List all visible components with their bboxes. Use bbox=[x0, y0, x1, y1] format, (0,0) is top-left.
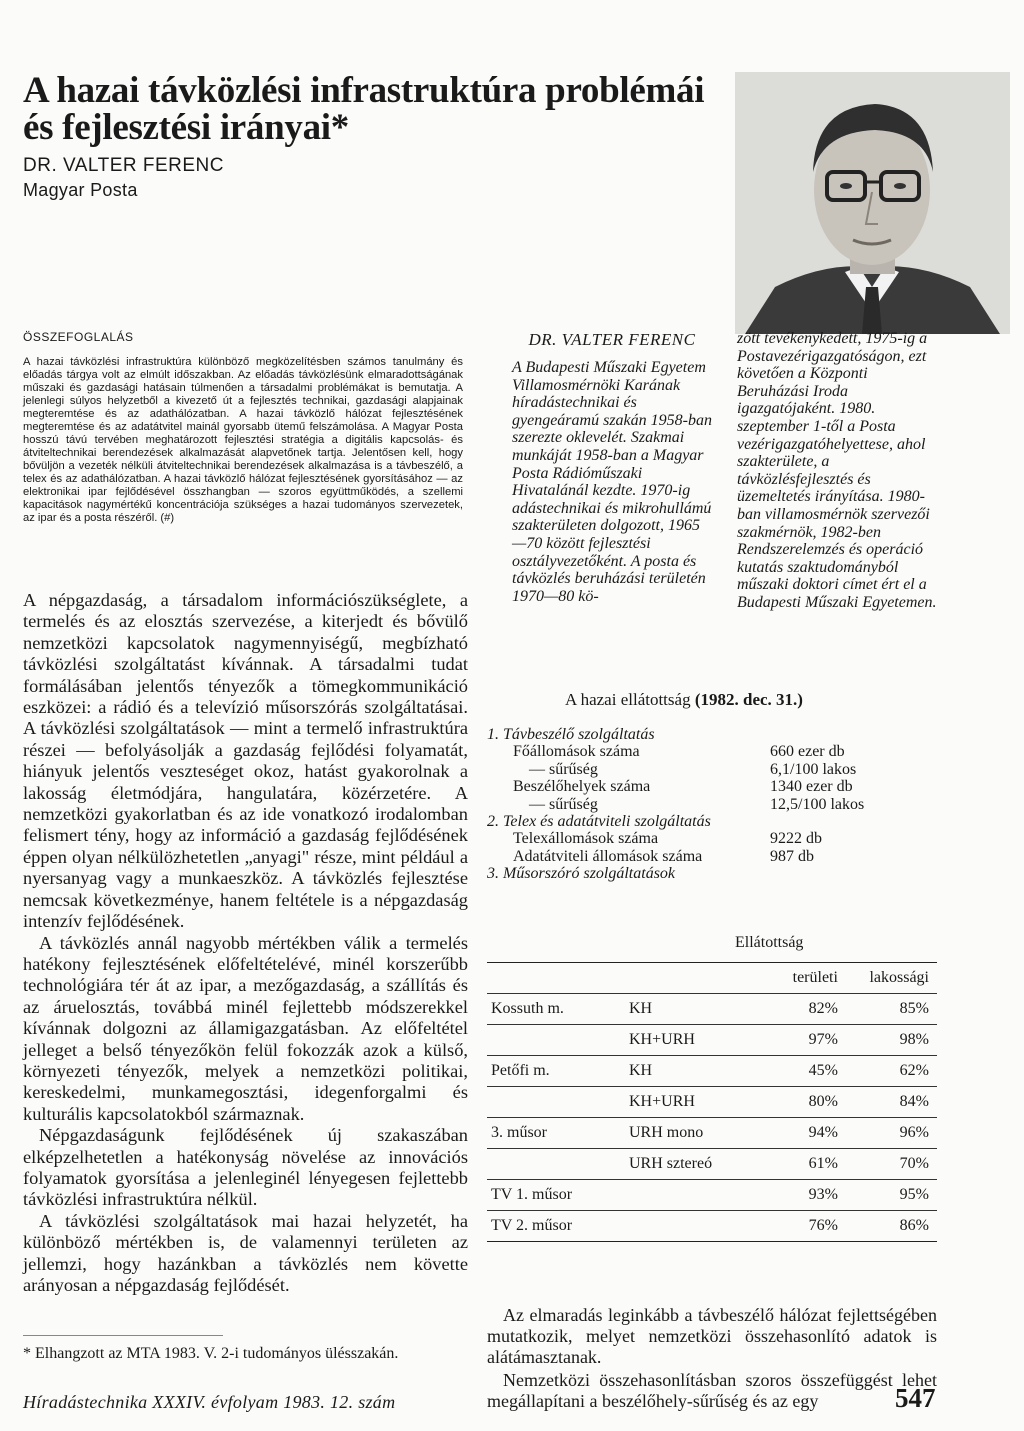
coverage-table bbox=[487, 962, 937, 1242]
table-row bbox=[487, 1149, 937, 1180]
coverage-band: KH+URH bbox=[625, 1025, 773, 1056]
supply-row bbox=[487, 796, 1007, 813]
coverage-station: Kossuth m. bbox=[487, 994, 625, 1025]
body-paragraph-2: A távközlés annál nagyobb mértékben válik a termelés hatékony fejlesztésének előfeltételévé, minél korszerűbb technológiára tér át az ipar, a mezőgazdaság, a szállítás és az áruelosztás, továbbá minél fejlettebb módszerekkel kívánnak dolgozni az államigazgatásban. Az előfeltétel jelleget a belső tényezőkön felül fokozzák azok a külső, környezeti tényezők, melyek a nemzetközi politikai, kereskedelmi, munkamegosztási, idegenforgalmi és kulturális kapcsolatokból származnak. bbox=[23, 932, 468, 1124]
coverage-station bbox=[487, 1087, 625, 1118]
supply-label: 3. Műsorszóró szolgáltatások bbox=[487, 865, 676, 883]
coverage-band bbox=[625, 1211, 773, 1242]
coverage-station bbox=[487, 1149, 625, 1180]
coverage-population: 70% bbox=[846, 1149, 937, 1180]
coverage-header-cell: területi bbox=[773, 963, 846, 994]
author-photo bbox=[735, 72, 1010, 334]
body-paragraph-1: A népgazdaság, a társadalom információszükséglete, a termelés és az elosztás szervezése, a kiterjedt és bővülő nemzetközi kapcsolatok nagymennyiségű, megbízható távközlési szolgáltatást kívánnak. A társadalmi tudat formálásában jelentős tényezők a tömegkommunikáció eszközei: a rádió és a televízió műsorszórás szolgáltatásai. A távközlési szolgáltatások — mint a termelő infrastruktúra részei — befolyásolják a gazdaság fejlődési folyamatát, hiányuk jelentős veszteséget okoz, hatást gyakorolnak a lakosság életmódjára, hangulatára, közérzetére. A nemzetközi gyakorlatban és az ide vonatkozó irodalomban felismert tény, hogy az információ a gazdaság fejlődésének éppen olyan nélkülözhetetlen „anyagi" része, mint például a nyersanyag vagy a munkaeszköz. A távközlés fejlesztése nemcsak következménye, hanem feltétele is a népgazdaság intenzív fejlődésének. bbox=[23, 590, 468, 932]
table-row bbox=[487, 1180, 937, 1211]
supply-title bbox=[565, 690, 803, 710]
table-row bbox=[487, 1056, 937, 1087]
supply-row bbox=[487, 865, 1007, 882]
supply-row bbox=[487, 743, 1007, 760]
coverage-population: 62% bbox=[846, 1056, 937, 1087]
coverage-population: 86% bbox=[846, 1211, 937, 1242]
supply-row bbox=[487, 761, 1007, 778]
supply-value: 6,1/100 lakos bbox=[770, 760, 857, 778]
supply-value: 660 ezer db bbox=[770, 743, 845, 761]
supply-label: 1. Távbeszélő szolgáltatás bbox=[487, 726, 655, 743]
coverage-band: KH+URH bbox=[625, 1087, 773, 1118]
coverage-header-cell bbox=[625, 963, 773, 994]
bio-column-2: zött tevékenykedett, 1975-ig a Postavezérigazgatóságon, ezt követően a Központi Beruházási Iroda igazgatójaként. 1980. szeptember 1-től a Posta vezérigazgatóhelyettese, ahol szakterülete, a távközlésfejlesztés és üzemeltetés irányítása. 1980-ban villamosmérnök szervezői szakmérnök, 1982-ben Rendszerelemzés és operáció kutatás szaktudományból műszaki doktori címet ért el a Budapesti Műszaki Egyetemen. bbox=[737, 330, 937, 611]
coverage-band: URH sztereó bbox=[625, 1149, 773, 1180]
supply-row bbox=[487, 848, 1007, 865]
coverage-header-cell bbox=[487, 963, 625, 994]
supply-row bbox=[487, 830, 1007, 847]
coverage-territorial: 93% bbox=[773, 1180, 846, 1211]
footnote: * Elhangzott az MTA 1983. V. 2-i tudományos ülésszakán. bbox=[23, 1345, 399, 1362]
article-title bbox=[23, 72, 723, 146]
bio-name: DR. VALTER FERENC bbox=[528, 330, 696, 349]
supply-value: 12,5/100 lakos bbox=[770, 795, 865, 813]
coverage-territorial: 45% bbox=[773, 1056, 846, 1087]
supply-label: — sűrűség bbox=[529, 795, 598, 813]
right-body bbox=[487, 1305, 937, 1414]
summary-heading: ÖSSZEFOGLALÁS bbox=[23, 330, 134, 344]
title-line-2: és fejlesztési irányai* bbox=[23, 107, 349, 148]
coverage-population: 95% bbox=[846, 1180, 937, 1211]
coverage-band: KH bbox=[625, 1056, 773, 1087]
coverage-territorial: 82% bbox=[773, 994, 846, 1025]
coverage-station: Petőfi m. bbox=[487, 1056, 625, 1087]
author-name: DR. VALTER FERENC bbox=[23, 155, 224, 176]
supply-label: Beszélőhelyek száma bbox=[513, 778, 651, 796]
right-paragraph-1: Az elmaradás leginkább a távbeszélő hálózat fejlettségében mutatkozik, melyet nemzetközi összehasonlító adatok is alátámasztanak. bbox=[487, 1305, 937, 1367]
coverage-band bbox=[625, 1180, 773, 1211]
coverage-population: 98% bbox=[846, 1025, 937, 1056]
coverage-table-wrap bbox=[487, 962, 937, 1242]
supply-row bbox=[487, 726, 1007, 743]
coverage-header-cell: lakossági bbox=[846, 963, 937, 994]
portrait-image bbox=[735, 72, 1010, 334]
supply-value: 9222 db bbox=[770, 830, 822, 848]
body-paragraph-3: Népgazdaságunk fejlődésének új szakaszában elképzelhetetlen a hatékonyság növelése az innovációs folyamatok gyorsítása a jelenleginél lényegesen fejlettebb távközlési infrastruktúra nélkül. bbox=[23, 1125, 468, 1210]
right-paragraph-2: Nemzetközi összehasonlításban szoros összefüggést lehet megállapítani a beszélőhely-sűrűség és az egy bbox=[487, 1370, 937, 1411]
title-line-1: A hazai távközlési infrastruktúra problémái bbox=[23, 70, 705, 111]
coverage-territorial: 61% bbox=[773, 1149, 846, 1180]
coverage-title: Ellátottság bbox=[735, 934, 804, 951]
table-row bbox=[487, 1087, 937, 1118]
table-row bbox=[487, 1211, 937, 1242]
coverage-territorial: 97% bbox=[773, 1025, 846, 1056]
supply-label: Adatátviteli állomások száma bbox=[513, 847, 703, 865]
table-row bbox=[487, 994, 937, 1025]
table-row bbox=[487, 1118, 937, 1149]
coverage-band: KH bbox=[625, 994, 773, 1025]
bio-column-1 bbox=[512, 330, 712, 605]
coverage-band: URH mono bbox=[625, 1118, 773, 1149]
supply-label: 2. Telex és adatátviteli szolgáltatás bbox=[487, 812, 711, 830]
coverage-territorial: 94% bbox=[773, 1118, 846, 1149]
coverage-population: 96% bbox=[846, 1118, 937, 1149]
page-number: 547 bbox=[895, 1383, 936, 1413]
supply-row bbox=[487, 813, 1007, 830]
footnote-divider bbox=[23, 1335, 223, 1336]
supply-title-text: A hazai ellátottság bbox=[565, 690, 691, 709]
coverage-population: 85% bbox=[846, 994, 937, 1025]
journal-footer: Híradástechnika XXXIV. évfolyam 1983. 12. szám bbox=[23, 1392, 396, 1412]
coverage-territorial: 80% bbox=[773, 1087, 846, 1118]
supply-value: 987 db bbox=[770, 847, 814, 865]
supply-label: — sűrűség bbox=[529, 760, 598, 778]
main-body bbox=[23, 590, 468, 1296]
body-paragraph-4: A távközlési szolgáltatások mai hazai helyzetét, ha különböző mértékben is, de valamennyi területen az jellemzi, hogy hazánkban a távközlés nem követte arányosan a népgazdaság fejlődését. bbox=[23, 1210, 468, 1295]
coverage-station bbox=[487, 1025, 625, 1056]
bio-text-1: A Budapesti Műszaki Egyetem Villamosmérnöki Karának híradástechnikai és gyengeáramú szakán 1958-ban szerezte oklevelét. Szakmai munkáját 1958-ban a Magyar Posta Rádióműszaki Hivatalánál kezdte. 1970-ig adástechnikai és mikrohullámú szakterületen dolgozott, 1965—70 között fejlesztési osztályvezetőként. A posta és távközlés beruházási területén 1970—80 kö- bbox=[512, 359, 712, 605]
coverage-header-row bbox=[487, 963, 937, 994]
supply-date: (1982. dec. 31.) bbox=[694, 690, 803, 709]
supply-label: Telexállomások száma bbox=[513, 830, 659, 848]
coverage-station: 3. műsor bbox=[487, 1118, 625, 1149]
supply-row bbox=[487, 778, 1007, 795]
supply-list bbox=[487, 726, 1007, 883]
table-row bbox=[487, 1025, 937, 1056]
coverage-population: 84% bbox=[846, 1087, 937, 1118]
supply-label: Főállomások száma bbox=[513, 743, 640, 761]
coverage-territorial: 76% bbox=[773, 1211, 846, 1242]
coverage-station: TV 1. műsor bbox=[487, 1180, 625, 1211]
coverage-station: TV 2. műsor bbox=[487, 1211, 625, 1242]
supply-value: 1340 ezer db bbox=[770, 778, 853, 796]
summary-text: A hazai távközlési infrastruktúra különböző megközelítésben számos tanulmány és előadás tárgya volt az elmúlt időszakban. Az előadás távközlésünk elmaradottságának műszaki és gazdasági hatásain túlmenően a társadalmi problémákat is bemutatja. A jelenlegi súlyos helyzetből a kivezető út a fejlesztés technikai, gazdasági alapjainak megteremtése és az adathálózatban. A hazai távközlő hálózat fejlesztésének megteremtése és az adatátvitel mainál gyorsabb ütemű felszámolása. A Magyar Posta hosszú távú tervében meghatározott fejlesztési stratégia a digitális kapcsolás- és átviteltechnikai berendezések alkalmazását alapvetőnek tartja. Jelentősen kell, hogy bővüljön a vezeték nélküli átviteltechnikai berendezések alkalmazása is a távbeszélő, a telex és az adathálózatban. A hazai távközlő hálózat fejlesztésének gyorsításához — az elektronikai ipar fejlődésével összhangban — szoros együttműködés, a szellemi kapacitások nagymértékű koncentrációja szükséges a hazai tudományos szervezetek, az ipar és a posta részéről. (#) bbox=[23, 356, 463, 524]
author-affiliation: Magyar Posta bbox=[23, 180, 138, 200]
